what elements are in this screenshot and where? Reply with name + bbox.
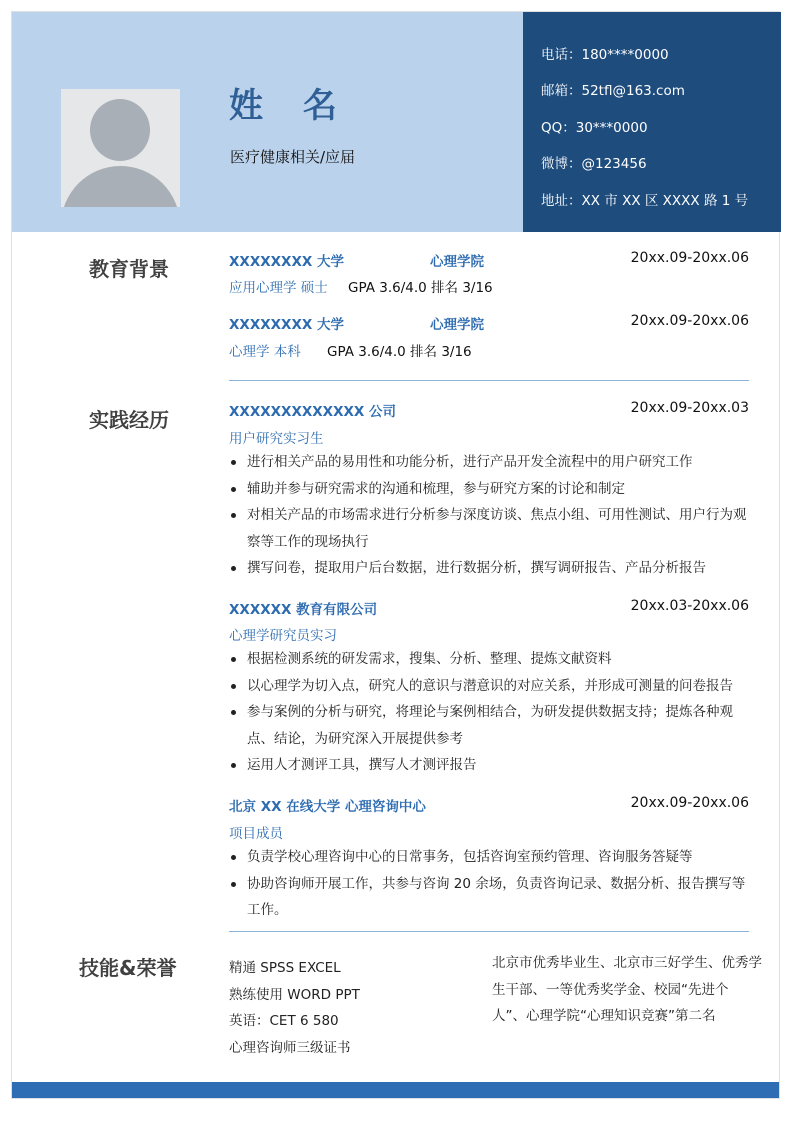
list-item: 参与案例的分析与研究，将理论与案例相结合，为研发提供数据支持；提炼各种观点、结论，为研究深入开展提供参考 xyxy=(229,699,749,752)
list-item: 运用人才测评工具，撰写人才测评报告 xyxy=(229,752,749,779)
school-name: XXXXXXXX 大学 xyxy=(229,254,344,270)
school-department: 心理学院 xyxy=(430,254,484,270)
resume-page xyxy=(11,11,780,1099)
list-item: 对相关产品的市场需求进行分析参与深度访谈、焦点小组、可用性测试、用户行为观察等工作的现场执行 xyxy=(229,502,749,555)
phone-text: 电话：180****0000 xyxy=(541,47,669,63)
skill-item: 心理咨询师三级证书 xyxy=(229,1040,351,1056)
experience-role: 用户研究实习生 xyxy=(229,431,324,447)
email-text: 邮箱：52tfl@163.com xyxy=(541,83,685,99)
weibo-text: 微博：@123456 xyxy=(541,156,647,172)
address-text: 地址：XX 市 XX 区 XXXX 路 1 号 xyxy=(541,193,749,209)
experience-role: 心理学研究员实习 xyxy=(229,628,337,644)
experience-date: 20xx.09-20xx.06 xyxy=(630,795,749,811)
skill-item: 熟练使用 WORD PPT xyxy=(229,987,360,1003)
education-section-title: 教育背景 xyxy=(89,257,169,281)
header-left-panel xyxy=(12,12,523,232)
skill-item: 精通 SPSS EXCEL xyxy=(229,960,341,976)
education-major: 应用心理学 硕士 xyxy=(229,280,328,296)
education-gpa-rank: GPA 3.6/4.0 排名 3/16 xyxy=(348,280,493,296)
education-gpa-rank: GPA 3.6/4.0 排名 3/16 xyxy=(327,344,472,360)
list-item: 负责学校心理咨询中心的日常事务，包括咨询室预约管理、咨询服务答疑等 xyxy=(229,844,749,871)
skills-section-title: 技能&荣誉 xyxy=(79,956,177,980)
experience-date: 20xx.09-20xx.03 xyxy=(630,400,749,416)
avatar-placeholder-icon xyxy=(61,89,180,207)
experience-role: 项目成员 xyxy=(229,826,283,842)
organization-name: XXXXXXXXXXXXX 公司 xyxy=(229,404,397,420)
honors-text: 北京市优秀毕业生、北京市三好学生、优秀学生干部、一等优秀奖学金、校园“先进个人”、心理学院“心理知识竞赛”第二名 xyxy=(492,955,762,1024)
list-item: 以心理学为切入点，研究人的意识与潜意识的对应关系，并形成可测量的问卷报告 xyxy=(229,673,749,700)
education-major: 心理学 本科 xyxy=(229,344,301,360)
experience-section-title: 实践经历 xyxy=(89,408,169,432)
job-intent: 医疗健康相关/应届 xyxy=(230,148,356,166)
qq-text: QQ：30***0000 xyxy=(541,120,648,136)
candidate-name: 姓 名 xyxy=(229,86,351,126)
school-name: XXXXXXXX 大学 xyxy=(229,317,344,333)
list-item: 进行相关产品的易用性和功能分析，进行产品开发全流程中的用户研究工作 xyxy=(229,449,749,476)
list-item: 协助咨询师开展工作，共参与咨询 20 余场，负责咨询记录、数据分析、报告撰写等工作。 xyxy=(229,871,749,924)
list-item: 辅助并参与研究需求的沟通和梳理，参与研究方案的讨论和制定 xyxy=(229,476,749,503)
contact-panel xyxy=(523,12,781,232)
list-item: 撰写问卷，提取用户后台数据，进行数据分析，撰写调研报告、产品分析报告 xyxy=(229,555,749,582)
organization-name: XXXXXX 教育有限公司 xyxy=(229,602,378,618)
skill-item: 英语：CET 6 580 xyxy=(229,1013,339,1029)
experience-date: 20xx.03-20xx.06 xyxy=(630,598,749,614)
education-date: 20xx.09-20xx.06 xyxy=(630,250,749,266)
organization-name: 北京 XX 在线大学 心理咨询中心 xyxy=(229,799,426,815)
section-divider xyxy=(229,931,749,932)
school-department: 心理学院 xyxy=(430,317,484,333)
list-item: 根据检测系统的研发需求，搜集、分析、整理、提炼文献资料 xyxy=(229,646,749,673)
education-date: 20xx.09-20xx.06 xyxy=(630,313,749,329)
footer-bar xyxy=(12,1082,779,1098)
section-divider xyxy=(229,380,749,381)
